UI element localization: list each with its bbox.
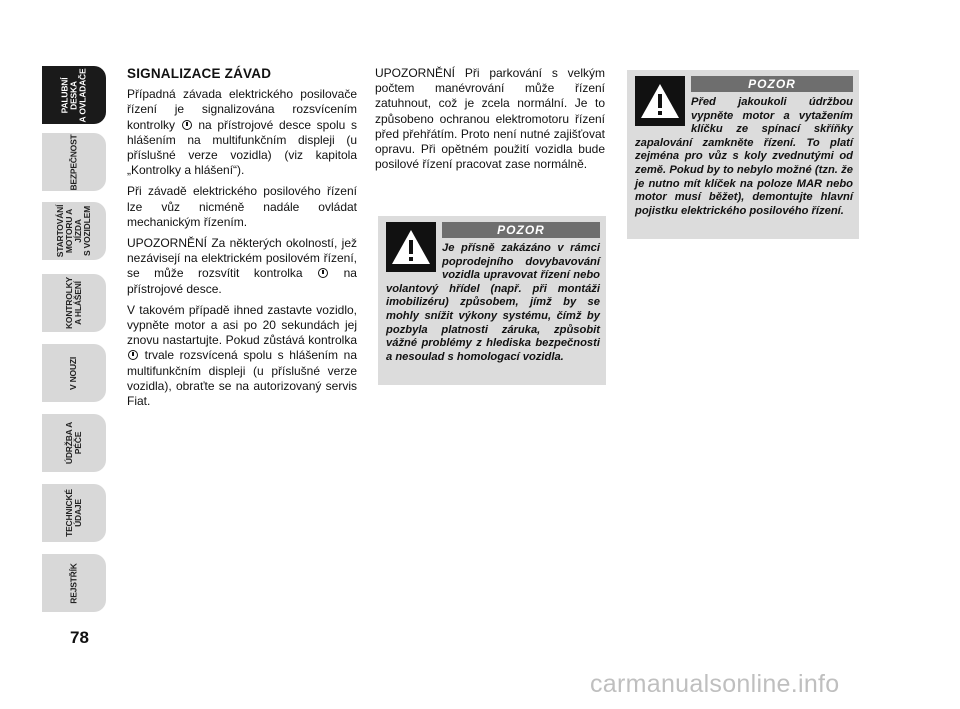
steering-warning-lamp-icon <box>128 350 138 360</box>
paragraph: Při závadě elektrického posilového řízení lze vůz nicméně nadále ovládat mechanickým řízením. <box>127 184 357 229</box>
steering-warning-lamp-icon <box>182 120 192 130</box>
warning-box <box>627 70 859 239</box>
paragraph <box>127 303 357 409</box>
paragraph-text: UPOZORNĚNÍ Za některých okolností, jež nezávisejí na elektrickém posilovém řízení, se může rozsvítit kontrolka <box>127 236 357 281</box>
chapter-tabs <box>42 66 108 626</box>
watermark: carmanualsonline.info <box>590 670 840 698</box>
paragraph <box>127 236 357 297</box>
tab-v-nouzi[interactable] <box>42 344 106 402</box>
tab-label: V NOUZI <box>68 356 79 390</box>
tab-label: KONTROLKY A HLÁŠENÍ <box>64 276 83 330</box>
warning-title: POZOR <box>691 76 853 92</box>
tab-udrzba[interactable] <box>42 414 106 472</box>
tab-kontrolky[interactable] <box>42 274 106 332</box>
text-column-2 <box>375 66 605 178</box>
paragraph <box>127 87 357 178</box>
tab-label: PALUBNÍ DESKA A OVLADAČE <box>59 68 88 122</box>
page-number: 78 <box>70 628 89 647</box>
tab-label: REJSTŘÍK <box>68 562 79 604</box>
tab-label: BEZPEČNOST <box>68 133 79 191</box>
warning-box <box>378 216 606 385</box>
paragraph-text: na přístrojové desce spolu s hlášením na multifunkčním displeji (u příslušné verze vozidla) (viz kapitola „Kontrolky a hlášení“). <box>127 117 357 178</box>
warning-title: POZOR <box>442 222 600 238</box>
paragraph: UPOZORNĚNÍ Při parkování s velkým počtem manévrování může řízení zatuhnout, což je zcela normální. Je to způsobeno ochranou elektromotoru řízení před přehřátím. Proto není nutné zajišťovat opravu. Při opětném použití vozidla bude posilové řízení pracovat zase normálně. <box>375 66 605 172</box>
text-column-1 <box>127 66 357 415</box>
warning-text: Před jakoukoli údržbou vypněte motor a vytažením klíčku ze spínací skříňky zapalování zamkněte řízení. To platí zejména pro vůz s koly zvednutými od země. Pokud by to nebylo možné (tzn. že je nutno mít klíček na poloze MAR nebo motor musí běžet), demontujte hlavní pojistku elektrického posilového řízení. <box>635 96 853 217</box>
tab-technicke-udaje[interactable] <box>42 484 106 542</box>
steering-warning-lamp-icon <box>318 268 328 278</box>
paragraph-text: trvale rozsvícená spolu s hlášením na multifunkčním displeji (u příslušné verze vozidla), obraťte se na autorizovaný servis Fiat. <box>127 348 357 409</box>
tab-startovani[interactable] <box>42 202 106 260</box>
tab-label: TECHNICKÉ ÚDAJE <box>64 489 83 537</box>
tab-label: STARTOVÁNÍ MOTORU A JÍZDA S VOZIDLEM <box>55 204 92 258</box>
tab-rejstrik[interactable] <box>42 554 106 612</box>
warning-text: Je přísně zakázáno v rámci poprodejního dovybavování vozidla upravovat řízení nebo volantový hřídel (např. při montáži imobilizéru) způsobem, jímž by se mohly snížit výkony systému, čímž by pozbyla platnosti záruka, způsobit vážné problémy z hlediska bezpečnosti a nesoulad s homologací vozidla. <box>386 242 600 363</box>
paragraph-text: V takovém případě ihned zastavte vozidlo, vypněte motor a asi po 20 sekundách jej znovu nastartujte. Pokud zůstává kontrolka <box>127 302 357 348</box>
tab-label: ÚDRŽBA A PÉČE <box>64 421 83 465</box>
paragraph-text: na přístrojové desce. <box>127 266 357 296</box>
section-heading: SIGNALIZACE ZÁVAD <box>127 66 272 81</box>
warning-triangle-icon <box>635 76 685 126</box>
warning-triangle-icon <box>386 222 436 272</box>
paragraph-text: Případná závada elektrického posilovače řízení je signalizována rozsvícením kontrolky <box>127 87 357 132</box>
tab-bezpecnost[interactable] <box>42 133 106 191</box>
tab-palubni-deska[interactable] <box>42 66 106 124</box>
